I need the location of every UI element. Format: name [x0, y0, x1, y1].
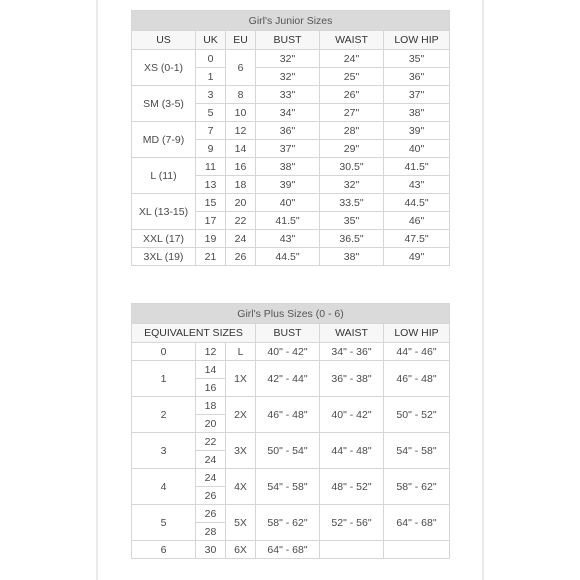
eu-cell: 16 — [226, 158, 256, 176]
number-size-cell: 12 — [196, 343, 226, 361]
uk-cell: 19 — [196, 230, 226, 248]
eu-cell: 20 — [226, 194, 256, 212]
waist-cell: 44" - 48" — [320, 433, 384, 469]
number-size-cell: 16 — [196, 379, 226, 397]
waist-cell — [320, 541, 384, 559]
waist-cell: 34" - 36" — [320, 343, 384, 361]
bust-cell: 43" — [256, 230, 320, 248]
waist-cell: 27" — [320, 104, 384, 122]
uk-cell: 17 — [196, 212, 226, 230]
number-size-cell: 28 — [196, 523, 226, 541]
eu-cell: 10 — [226, 104, 256, 122]
hip-cell: 43" — [384, 176, 450, 194]
waist-cell: 29" — [320, 140, 384, 158]
header-bust: BUST — [256, 31, 320, 50]
bust-cell: 32" — [256, 50, 320, 68]
waist-cell: 36" - 38" — [320, 361, 384, 397]
waist-cell: 48" - 52" — [320, 469, 384, 505]
table-row — [132, 194, 450, 212]
waist-cell: 33.5" — [320, 194, 384, 212]
number-size-cell: 26 — [196, 505, 226, 523]
hip-cell: 46" — [384, 212, 450, 230]
table-row — [132, 158, 450, 176]
waist-cell: 24" — [320, 50, 384, 68]
hip-cell: 35" — [384, 50, 450, 68]
bust-cell: 46" - 48" — [256, 397, 320, 433]
header-us: US — [132, 31, 196, 50]
uk-cell: 5 — [196, 104, 226, 122]
eu-cell: 24 — [226, 230, 256, 248]
number-size-cell: 30 — [196, 541, 226, 559]
hip-cell: 38" — [384, 104, 450, 122]
letter-size-cell: L — [226, 343, 256, 361]
hip-cell: 46" - 48" — [384, 361, 450, 397]
bust-cell: 32" — [256, 68, 320, 86]
hip-cell — [384, 541, 450, 559]
uk-cell: 15 — [196, 194, 226, 212]
waist-cell: 35" — [320, 212, 384, 230]
bust-cell: 33" — [256, 86, 320, 104]
uk-cell: 0 — [196, 50, 226, 68]
hip-cell: 49" — [384, 248, 450, 266]
letter-size-cell: 2X — [226, 397, 256, 433]
bust-cell: 44.5" — [256, 248, 320, 266]
number-size-cell: 24 — [196, 451, 226, 469]
page-border-left — [96, 0, 98, 580]
number-size-cell: 18 — [196, 397, 226, 415]
eu-cell: 26 — [226, 248, 256, 266]
bust-cell: 50" - 54" — [256, 433, 320, 469]
bust-cell: 41.5" — [256, 212, 320, 230]
us-size-cell: XS (0-1) — [132, 50, 196, 86]
header-low-hip: LOW HIP — [384, 324, 450, 343]
table-row — [132, 343, 450, 361]
equivalent-size-cell: 4 — [132, 469, 196, 505]
letter-size-cell: 6X — [226, 541, 256, 559]
table-row — [132, 122, 450, 140]
header-equivalent-sizes: EQUIVALENT SIZES — [132, 324, 256, 343]
table-row — [132, 50, 450, 68]
header-waist: WAIST — [320, 31, 384, 50]
plus-sizes-table — [131, 303, 450, 559]
hip-cell: 50" - 52" — [384, 397, 450, 433]
header-eu: EU — [226, 31, 256, 50]
junior-header-row — [132, 31, 450, 50]
header-uk: UK — [196, 31, 226, 50]
us-size-cell: MD (7-9) — [132, 122, 196, 158]
eu-cell: 6 — [226, 50, 256, 86]
bust-cell: 64" - 68" — [256, 541, 320, 559]
us-size-cell: SM (3-5) — [132, 86, 196, 122]
bust-cell: 39" — [256, 176, 320, 194]
uk-cell: 13 — [196, 176, 226, 194]
us-size-cell: 3XL (19) — [132, 248, 196, 266]
hip-cell: 39" — [384, 122, 450, 140]
waist-cell: 26" — [320, 86, 384, 104]
bust-cell: 34" — [256, 104, 320, 122]
number-size-cell: 24 — [196, 469, 226, 487]
header-low-hip: LOW HIP — [384, 31, 450, 50]
uk-cell: 9 — [196, 140, 226, 158]
table-row — [132, 433, 450, 451]
uk-cell: 1 — [196, 68, 226, 86]
plus-table-title: Girl's Plus Sizes (0 - 6) — [132, 304, 450, 324]
bust-cell: 38" — [256, 158, 320, 176]
table-row — [132, 361, 450, 379]
bust-cell: 37" — [256, 140, 320, 158]
hip-cell: 47.5" — [384, 230, 450, 248]
junior-sizes-table — [131, 10, 450, 266]
eu-cell: 12 — [226, 122, 256, 140]
bust-cell: 40" - 42" — [256, 343, 320, 361]
hip-cell: 58" - 62" — [384, 469, 450, 505]
equivalent-size-cell: 5 — [132, 505, 196, 541]
header-bust: BUST — [256, 324, 320, 343]
us-size-cell: XXL (17) — [132, 230, 196, 248]
header-waist: WAIST — [320, 324, 384, 343]
waist-cell: 38" — [320, 248, 384, 266]
plus-header-row — [132, 324, 450, 343]
hip-cell: 44.5" — [384, 194, 450, 212]
number-size-cell: 14 — [196, 361, 226, 379]
hip-cell: 64" - 68" — [384, 505, 450, 541]
table-row — [132, 541, 450, 559]
hip-cell: 54" - 58" — [384, 433, 450, 469]
number-size-cell: 22 — [196, 433, 226, 451]
waist-cell: 32" — [320, 176, 384, 194]
waist-cell: 52" - 56" — [320, 505, 384, 541]
us-size-cell: L (11) — [132, 158, 196, 194]
table-row — [132, 397, 450, 415]
us-size-cell: XL (13-15) — [132, 194, 196, 230]
uk-cell: 21 — [196, 248, 226, 266]
hip-cell: 40" — [384, 140, 450, 158]
letter-size-cell: 3X — [226, 433, 256, 469]
bust-cell: 40" — [256, 194, 320, 212]
bust-cell: 54" - 58" — [256, 469, 320, 505]
bust-cell: 42" - 44" — [256, 361, 320, 397]
equivalent-size-cell: 1 — [132, 361, 196, 397]
hip-cell: 36" — [384, 68, 450, 86]
number-size-cell: 26 — [196, 487, 226, 505]
hip-cell: 44" - 46" — [384, 343, 450, 361]
number-size-cell: 20 — [196, 415, 226, 433]
page-border-right — [482, 0, 484, 580]
equivalent-size-cell: 6 — [132, 541, 196, 559]
waist-cell: 36.5" — [320, 230, 384, 248]
waist-cell: 28" — [320, 122, 384, 140]
hip-cell: 41.5" — [384, 158, 450, 176]
equivalent-size-cell: 3 — [132, 433, 196, 469]
letter-size-cell: 5X — [226, 505, 256, 541]
eu-cell: 8 — [226, 86, 256, 104]
table-row — [132, 86, 450, 104]
eu-cell: 14 — [226, 140, 256, 158]
waist-cell: 40" - 42" — [320, 397, 384, 433]
table-row — [132, 248, 450, 266]
junior-table-title: Girl's Junior Sizes — [132, 11, 450, 31]
equivalent-size-cell: 2 — [132, 397, 196, 433]
equivalent-size-cell: 0 — [132, 343, 196, 361]
table-row — [132, 469, 450, 487]
bust-cell: 58" - 62" — [256, 505, 320, 541]
table-row — [132, 505, 450, 523]
waist-cell: 30.5" — [320, 158, 384, 176]
table-row — [132, 230, 450, 248]
letter-size-cell: 4X — [226, 469, 256, 505]
eu-cell: 22 — [226, 212, 256, 230]
uk-cell: 3 — [196, 86, 226, 104]
bust-cell: 36" — [256, 122, 320, 140]
hip-cell: 37" — [384, 86, 450, 104]
uk-cell: 11 — [196, 158, 226, 176]
uk-cell: 7 — [196, 122, 226, 140]
letter-size-cell: 1X — [226, 361, 256, 397]
eu-cell: 18 — [226, 176, 256, 194]
waist-cell: 25" — [320, 68, 384, 86]
